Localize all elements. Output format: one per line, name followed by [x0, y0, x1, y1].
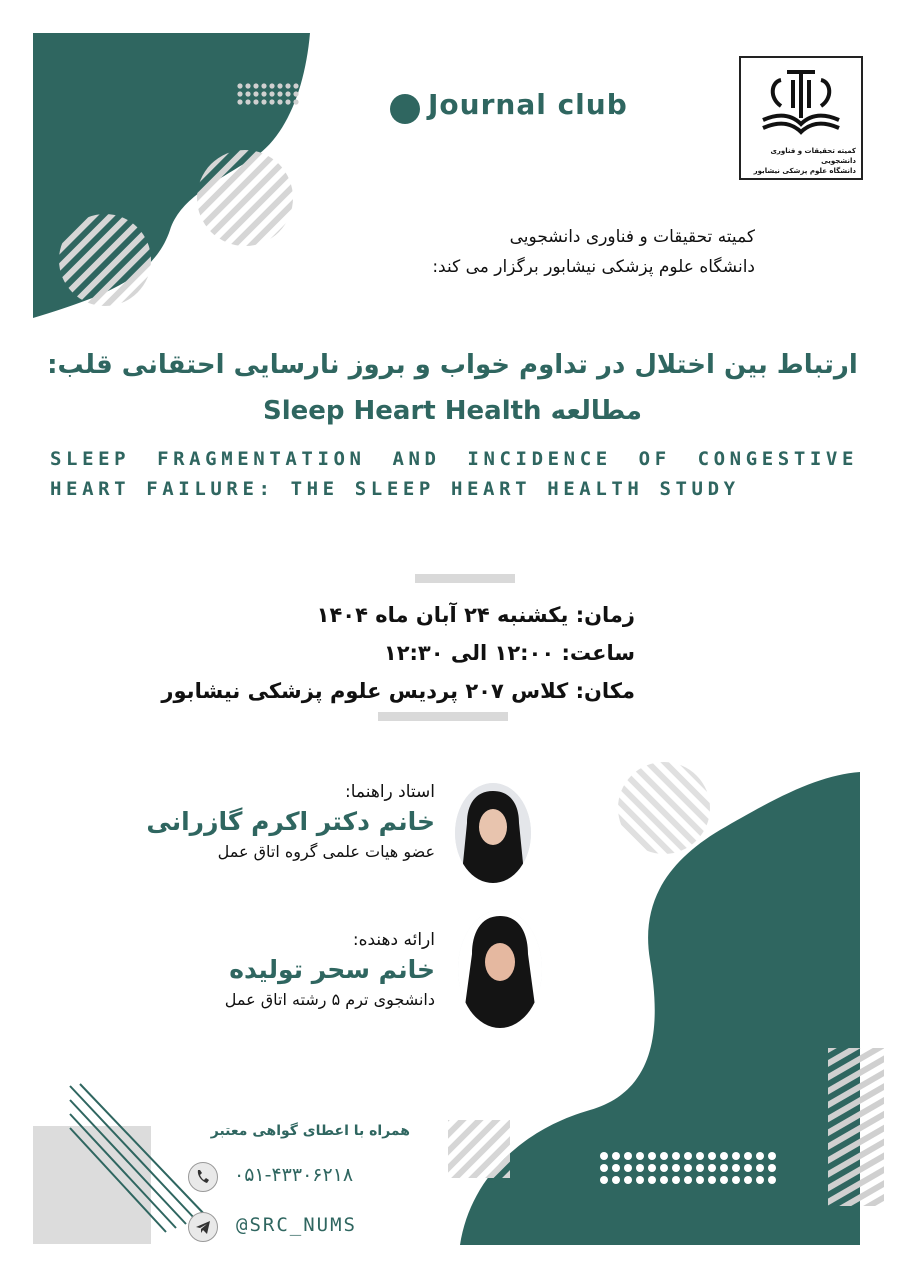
- decor-dot: [636, 1152, 644, 1160]
- decor-dot: [708, 1176, 716, 1184]
- presenter-role: ارائه دهنده:: [352, 930, 435, 950]
- phone-number[interactable]: ۰۵۱-۴۳۳۰۶۲۱۸: [234, 1164, 354, 1186]
- decor-dot: [612, 1152, 620, 1160]
- decor-dot: [672, 1152, 680, 1160]
- journal-club-dot: [390, 94, 420, 124]
- decor-dot: [756, 1176, 764, 1184]
- decor-dot: [648, 1164, 656, 1172]
- logo-line-1: کمیته تحقیقات و فناوری دانشجویی: [770, 147, 856, 165]
- logo-caption: [748, 146, 856, 176]
- decor-dot: [600, 1152, 608, 1160]
- decor-dot: [648, 1152, 656, 1160]
- decor-dot: [672, 1176, 680, 1184]
- decor-dot: [708, 1164, 716, 1172]
- organizer-line-2: دانشگاه علوم پزشکی نیشابور برگزار می کند:: [432, 257, 755, 277]
- decor-dot: [672, 1164, 680, 1172]
- decor-dot: [696, 1164, 704, 1172]
- logo-emblem-icon: [741, 58, 861, 148]
- persian-title-line-1: ارتباط بین اختلال در تداوم خواب و بروز نارسایی احتقانی قلب:: [47, 350, 858, 380]
- decor-dot: [600, 1164, 608, 1172]
- journal-club-badge: Journal club: [428, 88, 628, 121]
- decor-dot: [756, 1152, 764, 1160]
- decor-dot: [612, 1164, 620, 1172]
- decor-dot: [660, 1176, 668, 1184]
- event-place: مکان: کلاس ۲۰۷ پردیس علوم پزشکی نیشابور: [161, 679, 635, 703]
- decor-dot: [624, 1152, 632, 1160]
- decor-dot: [744, 1164, 752, 1172]
- presenter-block: [35, 930, 435, 1009]
- decor-dot: [720, 1164, 728, 1172]
- decor-dot: [660, 1152, 668, 1160]
- decor-dot: [684, 1152, 692, 1160]
- decor-dot: [696, 1152, 704, 1160]
- decor-dot: [720, 1152, 728, 1160]
- decor-dot: [768, 1152, 776, 1160]
- decor-dot: [624, 1176, 632, 1184]
- persian-title-line-2: مطالعه Sleep Heart Health: [262, 396, 643, 426]
- decor-dot: [732, 1164, 740, 1172]
- logo-line-2: دانشگاه علوم پزشکی نیشابور: [753, 167, 856, 175]
- organizer-text: [295, 222, 755, 282]
- decor-dot: [756, 1164, 764, 1172]
- decor-dot: [636, 1176, 644, 1184]
- decor-dot: [732, 1152, 740, 1160]
- supervisor-block: [35, 782, 435, 861]
- decor-dot: [744, 1176, 752, 1184]
- event-time: ساعت: ۱۲:۰۰ الی ۱۲:۳۰: [383, 641, 635, 665]
- decor-dot: [660, 1164, 668, 1172]
- telegram-icon: [188, 1212, 218, 1242]
- telegram-handle[interactable]: @SRC_NUMS: [236, 1214, 357, 1236]
- event-date: زمان: یکشنبه ۲۴ آبان ماه ۱۴۰۴: [316, 603, 635, 627]
- decor-dot: [732, 1176, 740, 1184]
- decor-dot: [720, 1176, 728, 1184]
- presenter-desc: دانشجوی ترم ۵ رشته اتاق عمل: [224, 990, 435, 1009]
- organizer-line-1: کمیته تحقیقات و فناوری دانشجویی: [509, 227, 755, 247]
- decor-dot: [696, 1176, 704, 1184]
- persian-title: [40, 342, 865, 434]
- event-info: [115, 596, 635, 710]
- decor-dot: [744, 1152, 752, 1160]
- presenter-photo: [458, 910, 542, 1028]
- supervisor-photo: [455, 783, 531, 883]
- certificate-note: همراه با اعطای گواهی معتبر: [210, 1123, 410, 1139]
- supervisor-name: خانم دکتر اکرم گازرانی: [146, 807, 435, 836]
- presenter-name: خانم سحر تولیده: [229, 955, 435, 984]
- decor-dot: [636, 1164, 644, 1172]
- decor-dot: [612, 1176, 620, 1184]
- decor-dot: [648, 1176, 656, 1184]
- decor-dot: [768, 1164, 776, 1172]
- english-title: SLEEP FRAGMENTATION AND INCIDENCE OF CONGESTIVE HEART FAILURE: THE SLEEP HEART HEALTH STUDY: [50, 448, 858, 500]
- decor-dot: [684, 1176, 692, 1184]
- supervisor-desc: عضو هیات علمی گروه اتاق عمل: [217, 842, 435, 861]
- decor-dot: [684, 1164, 692, 1172]
- decor-dot: [708, 1152, 716, 1160]
- decor-dot: [768, 1176, 776, 1184]
- decor-dot: [624, 1164, 632, 1172]
- phone-icon: [188, 1162, 218, 1192]
- decor-dot: [600, 1176, 608, 1184]
- supervisor-role: استاد راهنما:: [344, 782, 435, 802]
